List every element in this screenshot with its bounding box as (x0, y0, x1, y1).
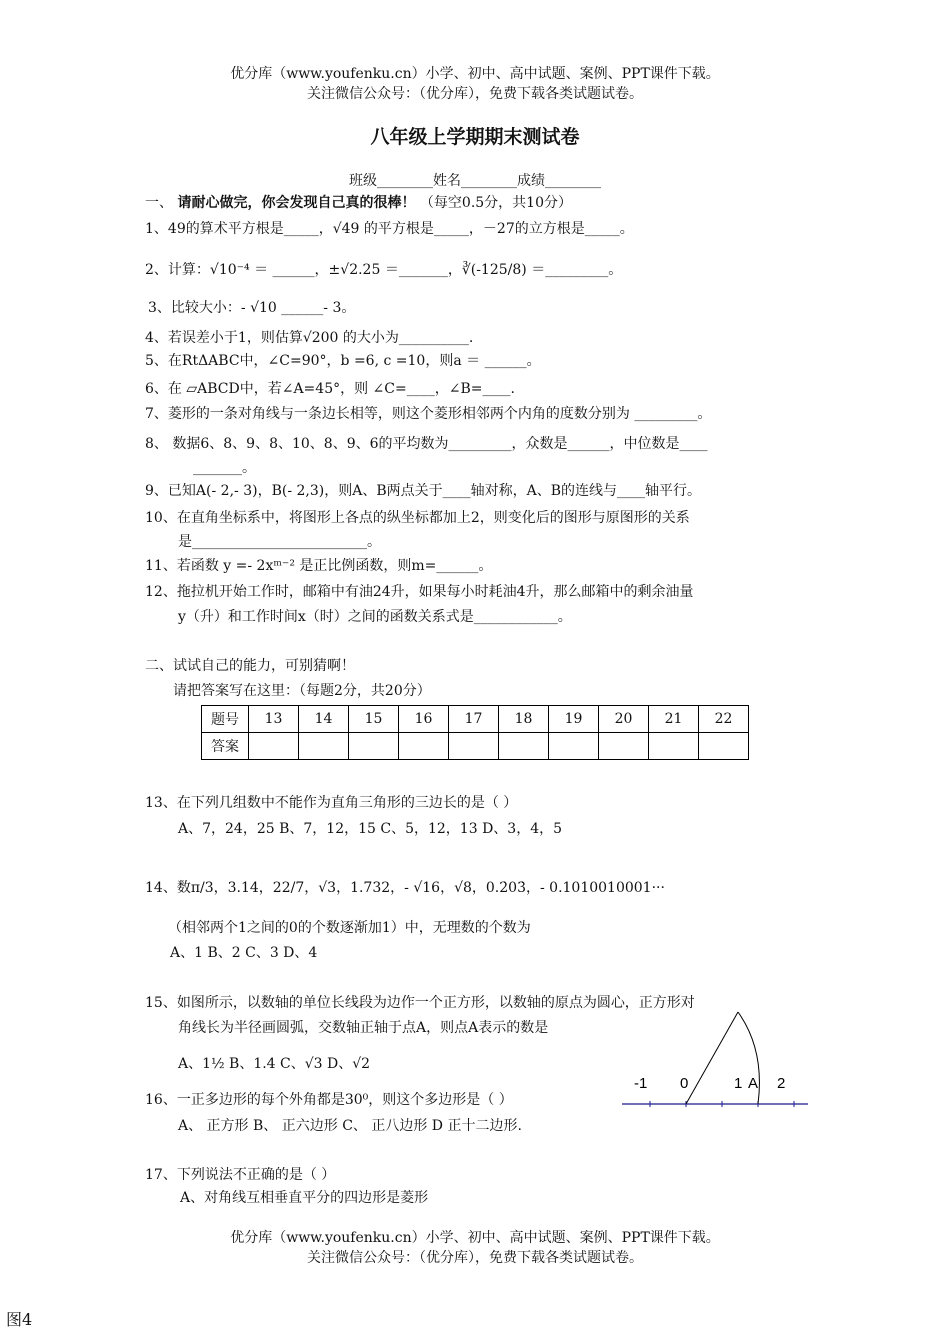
table-header-cell: 21 (649, 706, 699, 733)
table-header-cell: 13 (249, 706, 299, 733)
question-14-options: A、1 B、2 C、3 D、4 (170, 945, 318, 961)
section1-score-note: （每空0.5分，共10分） (419, 195, 572, 211)
question-7: 7、菱形的一条对角线与一条边长相等，则这个菱形相邻两个内角的度数分别为 _________。 (145, 406, 712, 422)
answer-table-header-row (202, 706, 749, 733)
answer-row-label: 答案 (202, 733, 249, 760)
question-13-options: A、7，24，25 B、7，12，15 C、5，12，13 D、3，4，5 (178, 821, 563, 837)
question-16-options: A、 正方形 B、 正六边形 C、 正八边形 D 正十二边形. (178, 1118, 522, 1134)
label-two: 2 (777, 1075, 786, 1092)
table-header-cell: 17 (449, 706, 499, 733)
question-4: 4、若误差小于1，则估算√200 的大小为__________. (145, 330, 474, 346)
answer-cell[interactable] (699, 733, 749, 760)
question-17-option-a: A、对角线互相垂直平分的四边形是菱形 (180, 1190, 429, 1206)
diagonal-line (686, 1012, 738, 1104)
answer-cell[interactable] (499, 733, 549, 760)
label-zero: 0 (680, 1075, 689, 1092)
question-14: 14、数π/3，3.14，22/7，√3，1.732，- √16，√8，0.2̇03̇，- 0.1010010001··· (145, 880, 665, 896)
label-minus-one: -1 (634, 1075, 648, 1092)
answer-instruction: 请把答案写在这里：（每题2分，共20分） (173, 683, 431, 699)
table-header-cell: 22 (699, 706, 749, 733)
question-11: 11、若函数 y =- 2xᵐ⁻² 是正比例函数，则m=______。 (145, 558, 493, 574)
answer-cell[interactable] (349, 733, 399, 760)
table-header-cell: 题号 (202, 706, 249, 733)
question-16: 16、一正多边形的每个外角都是30⁰，则这个多边形是（ ） (145, 1092, 513, 1108)
answer-cell[interactable] (599, 733, 649, 760)
question-15-options: A、1½ B、1.4 C、√3 D、√2 (178, 1056, 371, 1072)
question-17: 17、下列说法不正确的是（ ） (145, 1167, 336, 1183)
question-15: 15、如图所示，以数轴的单位长线段为边作一个正方形，以数轴的原点为圆心，正方形对 (145, 995, 695, 1011)
table-header-cell: 14 (299, 706, 349, 733)
answer-table-answer-row (202, 733, 749, 760)
question-1: 1、49的算术平方根是_____，√49 的平方根是_____，－27的立方根是_____。 (145, 221, 634, 237)
question-5: 5、在RtΔABC中，∠C=90°，b =6, c =10，则a ＝ ______。 (145, 353, 541, 369)
question-6: 6、在 ▱ABCD中，若∠A=45°，则 ∠C=____，∠B=____. (145, 381, 515, 397)
question-10: 10、在直角坐标系中，将图形上各点的纵坐标都加上2，则变化后的图形与原图形的关系 (145, 510, 690, 526)
question-2: 2、计算：√10⁻⁴ ＝ ______，±√2.25 ＝_______，∛(-125/8) ＝_________。 (145, 262, 623, 278)
figure-caption: 图4 (6, 1310, 33, 1329)
header-line-1: 优分库（www.youfenku.cn）小学、初中、高中试题、案例、PPT课件下载。 (230, 66, 720, 82)
section2-heading: 二、试试自己的能力，可别猜啊！ (145, 658, 355, 674)
label-one: 1 (734, 1075, 743, 1092)
table-header-cell: 16 (399, 706, 449, 733)
question-10-continued: 是_________________________。 (178, 534, 381, 550)
answer-cell[interactable] (299, 733, 349, 760)
question-12: 12、拖拉机开始工作时，邮箱中有油24升，如果每小时耗油4升，那么邮箱中的剩余油量 (145, 584, 694, 600)
question-12-continued: y（升）和工作时间x（时）之间的函数关系式是____________。 (178, 609, 572, 625)
footer-line-1: 优分库（www.youfenku.cn）小学、初中、高中试题、案例、PPT课件下载。 (230, 1230, 720, 1246)
answer-cell[interactable] (549, 733, 599, 760)
header-line-2: 关注微信公众号：（优分库），免费下载各类试题试卷。 (307, 86, 643, 102)
question-14-note: （相邻两个1之间的0的个数逐渐加1）中，无理数的个数为 (168, 920, 531, 936)
answer-cell[interactable] (399, 733, 449, 760)
question-8: 8、 数据6、8、9、8、10、8、9、6的平均数为_________，众数是______，中位数是____ (145, 436, 708, 452)
table-header-cell: 18 (499, 706, 549, 733)
student-info-line: 班级________姓名________成绩________ (349, 173, 601, 189)
section1-number: 一、 (145, 195, 173, 211)
answer-cell[interactable] (449, 733, 499, 760)
section1-heading (145, 195, 572, 212)
footer-line-2: 关注微信公众号：（优分库），免费下载各类试题试卷。 (307, 1250, 643, 1266)
label-point-a: A (748, 1075, 759, 1092)
question-9: 9、已知A(- 2,- 3)，B(- 2,3)，则A、B两点关于____轴对称，A、B的连线与____轴平行。 (145, 483, 702, 499)
table-header-cell: 20 (599, 706, 649, 733)
question-13: 13、在下列几组数中不能作为直角三角形的三边长的是（ ） (145, 795, 518, 811)
question-3: 3、比较大小：- √10 ______- 3。 (148, 300, 356, 316)
page-title: 八年级上学期期末测试卷 (370, 126, 580, 148)
number-line-figure (620, 1010, 815, 1120)
section1-title: 请耐心做完，你会发现自己真的很棒！ (177, 195, 416, 211)
answer-cell[interactable] (649, 733, 699, 760)
answer-cell[interactable] (249, 733, 299, 760)
question-8-continued: _______。 (193, 460, 256, 476)
table-header-cell: 15 (349, 706, 399, 733)
table-header-cell: 19 (549, 706, 599, 733)
answer-table (201, 705, 749, 760)
question-15-continued: 角线长为半径画圆弧，交数轴正轴于点A，则点A表示的数是 (178, 1020, 549, 1036)
